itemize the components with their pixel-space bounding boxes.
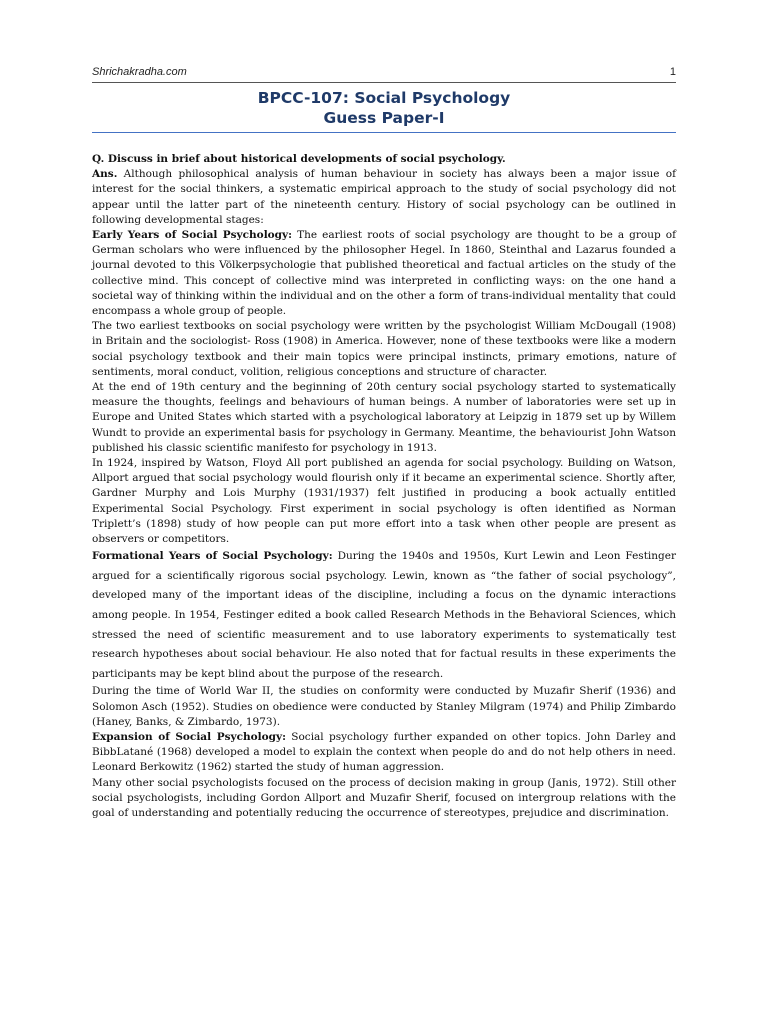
document-body [92,152,676,821]
answer-label: Ans. [92,168,118,181]
expansion-para-1: Expansion of Social Psychology: Social psychology further expanded on other topics. John Darley and BibbLatané (1968) developed a model to explain the context when people do and do not help others in need. Leonard Berkowitz (1962) started the study of human aggression. [92,731,677,774]
page-number: 1 [669,66,676,78]
page-header [92,66,676,83]
course-title: BPCC-107: Social Psychology [257,89,511,107]
expansion-para-2: Many other social psychologists focused on the process of decision making in group (Janis, 1972). Still other social psychologists, including Gordon Allport and Muzafir Sherif, focused on intergroup relations with the goal of understanding and potentially reducing the occurrence of stereotypes, prejudice and discrimination. [92,776,676,820]
formational-years-para-2: During the time of World War II, the studies on conformity were conducted by Muzafir Sherif (1936) and Solomon Asch (1952). Studies on obedience were conducted by Stanley Milgram (1974) and Philip Zimbardo (Haney, Banks, & Zimbardo, 1973). [92,685,676,728]
formational-years-heading: Formational Years of Social Psychology: [92,550,333,563]
early-years-para-2: The two earliest textbooks on social psychology were written by the psychologist William McDougall (1908) in Britain and the sociologist- Ross (1908) in America. However, none of these textbooks were like a modern social psychology textbook and their main topics were principal instincts, primary emotions, nature of sentiments, moral conduct, volition, religious conceptions and structure of character. [92,320,676,378]
question: Q. Discuss in brief about historical developments of social psychology. [92,153,506,165]
early-years-para-3: At the end of 19th century and the beginning of 20th century social psychology started to systematically measure the thoughts, feelings and behaviours of human beings. A number of laboratories were set up in Europe and United States which started with a psychological laboratory at Leipzig in 1879 set up by Willem Wundt to provide an experimental basis for psychology in Germany. Meantime, the behaviourist John Watson published his classic scientific manifesto for psychology in 1913. [92,381,676,454]
document-title [92,88,676,128]
title-divider [92,132,676,133]
expansion-heading: Expansion of Social Psychology: [92,731,286,744]
early-years-para-4: In 1924, inspired by Watson, Floyd All port published an agenda for social psychology. Building on Watson, Allport argued that social psychology would flourish only if it became an experimental science. Shortly after, Gardner Murphy and Lois Murphy (1931/1937) felt justified in producing a book actually entitled Experimental Social Psychology. First experiment in social psychology is often identified as Norman Triplett’s (1898) study of how people can put more effort into a task when other people are present as observers or competitors. [92,457,676,546]
answer-intro: Ans. Although philosophical analysis of human behaviour in society has always been a major issue of interest for the social thinkers, a systematic empirical approach to the study of social psychology did not appear until the latter part of the nineteenth century. History of social psychology can be outlined in following developmental stages: [92,168,676,226]
formational-years-para-1: Formational Years of Social Psychology: During the 1940s and 1950s, Kurt Lewin and Leon Festinger argued for a scientifically rigorous social psychology. Lewin, known as “the father of social psychology”, developed many of the important ideas of the discipline, including a focus on the dynamic interactions among people. In 1954, Festinger edited a book called Research Methods in the Behavioral Sciences, which stressed the need of scientific measurement and to use laboratory experiments to systematically test research hypotheses about social behaviour. He also noted that for factual results in these experiments the participants may be kept blind about the purpose of the research. [92,550,676,680]
paper-title: Guess Paper-I [323,109,445,127]
site-name: Shrichakradha.com [92,66,187,78]
early-years-heading: Early Years of Social Psychology: [92,229,292,242]
early-years-para-1: Early Years of Social Psychology: The earliest roots of social psychology are thought to be a group of German scholars who were influenced by the philosopher Hegel. In 1860, Steinthal and Lazarus founded a journal devoted to this Völkerpsychologie that published theoretical and factual articles on the study of the collective mind. This concept of collective mind was interpreted in conflicting ways: on the one hand a societal way of thinking within the individual and on the other a form of trans-individual mentality that could encompass a whole group of people. [92,229,677,318]
